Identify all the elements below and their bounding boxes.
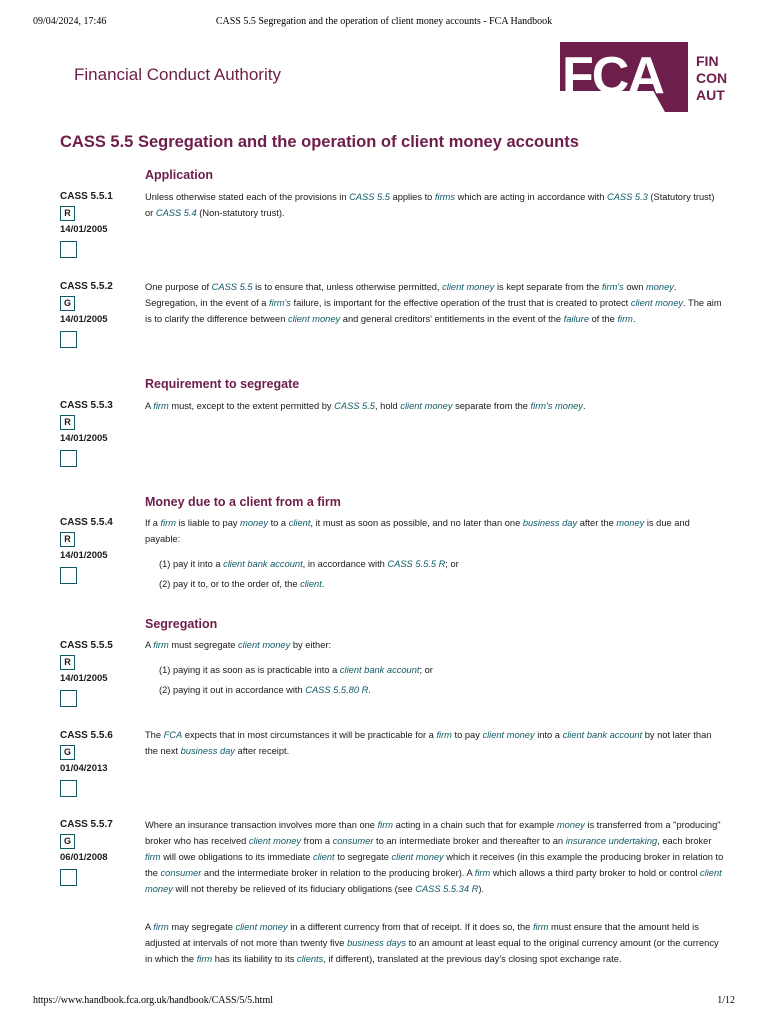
provision-list-item <box>159 662 725 678</box>
provision-date: 14/01/2005 <box>60 433 108 444</box>
provision-meta <box>60 517 140 584</box>
glossary-link[interactable]: client bank account <box>562 730 643 740</box>
glossary-link[interactable]: CASS 5.5.5 R <box>387 559 446 569</box>
glossary-link[interactable]: FCA <box>163 730 183 740</box>
paragraph-text: after the <box>577 518 617 528</box>
provision-select-checkbox[interactable] <box>60 567 77 584</box>
heading-application: Application <box>145 168 214 182</box>
provision-type-badge[interactable]: R <box>60 655 75 670</box>
glossary-link[interactable]: client money <box>391 852 444 862</box>
provision-ref[interactable]: CASS 5.5.7 <box>60 819 113 830</box>
paragraph-text: . <box>582 401 586 411</box>
glossary-link[interactable]: firm <box>145 852 161 862</box>
glossary-link[interactable]: client <box>312 852 335 862</box>
glossary-link[interactable]: money <box>240 518 269 528</box>
glossary-link[interactable]: business day <box>522 518 578 528</box>
glossary-link[interactable]: failure <box>563 314 589 324</box>
glossary-link[interactable]: firm <box>436 730 452 740</box>
paragraph-text: , it must as soon as possible, and no later than one <box>310 518 523 528</box>
glossary-link[interactable]: client money <box>630 298 684 308</box>
paragraph-text: . Segregation, in the event of a <box>145 282 677 308</box>
paragraph-text: into a <box>534 730 563 740</box>
paragraph-text: , in accordance with <box>302 559 388 569</box>
provision-select-checkbox[interactable] <box>60 780 77 797</box>
provision-meta <box>60 819 140 886</box>
provision-date: 14/01/2005 <box>60 550 108 561</box>
paragraph-text: to an intermediate broker and thereafter to an <box>373 836 566 846</box>
glossary-link[interactable]: CASS 5.5.80 R <box>305 685 369 695</box>
paragraph-text: One purpose of <box>145 282 212 292</box>
glossary-link[interactable]: firms <box>434 192 456 202</box>
provision-select-checkbox[interactable] <box>60 690 77 707</box>
glossary-link[interactable]: money <box>646 282 674 292</box>
glossary-link[interactable]: CASS 5.3 <box>607 192 648 202</box>
paragraph-text: A <box>145 922 154 932</box>
paragraph-text: will not thereby be relieved of its fiduciary obligations (see <box>172 884 416 894</box>
paragraph-text: If a <box>145 518 161 528</box>
paragraph-text: . <box>632 314 636 324</box>
provision-text <box>145 727 725 759</box>
paragraph-text: must ensure that the amount held is adjusted at intervals of not more than twenty five <box>145 922 699 948</box>
logo-side-line-3: AUT <box>696 87 725 103</box>
glossary-link[interactable]: client money <box>235 922 288 932</box>
glossary-link[interactable]: money <box>616 518 645 528</box>
paragraph-text: expects that in most circumstances it will be practicable for a <box>182 730 437 740</box>
paragraph-text: may segregate <box>168 922 236 932</box>
provision-meta <box>60 281 140 348</box>
glossary-link[interactable]: client money <box>482 730 535 740</box>
paragraph-text: Unless otherwise stated each of the provisions in <box>145 192 350 202</box>
paragraph-text: . The aim is to clarify the difference between <box>145 298 722 324</box>
paragraph-text: to segregate <box>334 852 392 862</box>
paragraph-text: applies to <box>389 192 435 202</box>
provision-meta <box>60 191 140 258</box>
print-page-title: CASS 5.5 Segregation and the operation of client money accounts - FCA Handbook <box>215 16 553 27</box>
paragraph-text: will owe obligations to its immediate <box>160 852 313 862</box>
provision-meta <box>60 400 140 467</box>
provision-ref[interactable]: CASS 5.5.1 <box>60 191 113 202</box>
paragraph-text: acting in a chain such that for example <box>393 820 557 830</box>
paragraph-text: which it receives (in this example the producing broker in relation to the <box>145 852 724 878</box>
brand-name[interactable]: Financial Conduct Authority <box>74 65 281 84</box>
provision-type-badge[interactable]: R <box>60 532 75 547</box>
paragraph-text: (Statutory trust) or <box>145 192 715 218</box>
provision-text <box>145 515 725 547</box>
provision-type-badge[interactable]: R <box>60 206 75 221</box>
paragraph-text: by either: <box>290 640 332 650</box>
provision-list-item <box>159 682 725 698</box>
paragraph-text: is kept separate from the <box>494 282 602 292</box>
glossary-link[interactable]: firm's <box>601 282 624 292</box>
glossary-link[interactable]: client money <box>442 282 495 292</box>
provision-meta <box>60 640 140 707</box>
provision-date: 06/01/2008 <box>60 852 108 863</box>
paragraph-text: after receipt. <box>234 746 290 756</box>
glossary-link[interactable]: client <box>300 579 322 589</box>
provision-text <box>145 637 725 653</box>
glossary-link[interactable]: firm <box>196 954 213 964</box>
glossary-link[interactable]: client money <box>238 640 291 650</box>
paragraph-text: , each broker <box>657 836 712 846</box>
provision-type-badge[interactable]: G <box>60 745 75 760</box>
glossary-link[interactable]: firm <box>377 820 394 830</box>
glossary-link[interactable]: client money <box>145 868 722 894</box>
glossary-link[interactable]: firm's money <box>530 401 583 411</box>
logo-side-text <box>696 53 727 104</box>
paragraph-text: and general creditors' entitlements in the event of the <box>340 314 564 324</box>
heading-segregation: Segregation <box>145 617 218 631</box>
provision-select-checkbox[interactable] <box>60 331 77 348</box>
glossary-link[interactable]: firm <box>617 314 633 324</box>
paragraph-text: (2) pay it to, or to the order of, the <box>159 579 301 589</box>
glossary-link[interactable]: consumer <box>160 868 202 878</box>
paragraph-text: from a <box>301 836 333 846</box>
glossary-link[interactable]: business days <box>347 938 406 948</box>
paragraph-text: A <box>145 401 154 411</box>
paragraph-text: (1) paying it as soon as is practicable into a <box>159 665 340 675</box>
paragraph-text: is transferred from a "producing" broker who has received <box>145 820 721 846</box>
glossary-link[interactable]: insurance undertaking <box>565 836 658 846</box>
provision-ref[interactable]: CASS 5.5.6 <box>60 730 113 741</box>
paragraph-text: must segregate <box>168 640 239 650</box>
glossary-link[interactable]: client money <box>400 401 453 411</box>
provision-text <box>145 279 725 327</box>
paragraph-text: , if different), translated at the previous day's closing spot exchange rate. <box>323 954 622 964</box>
glossary-link[interactable]: business day <box>180 746 235 756</box>
paragraph-text: A <box>145 640 154 650</box>
logo-side-line-1: FIN <box>696 53 719 69</box>
paragraph-text: has its liability to its <box>212 954 297 964</box>
paragraph-text: The <box>145 730 164 740</box>
paragraph-text: to an amount at least equal to the original currency amount (or the currency in which the <box>145 938 719 964</box>
provision-select-checkbox[interactable] <box>60 869 77 886</box>
paragraph-text: and the intermediate broker in relation to the producing broker). A <box>201 868 475 878</box>
provision-ref[interactable]: CASS 5.5.4 <box>60 517 113 528</box>
glossary-link[interactable]: firm <box>160 518 177 528</box>
print-url: https://www.handbook.fca.org.uk/handbook/CASS/5/5.html <box>33 995 273 1006</box>
paragraph-text: is liable to pay <box>176 518 241 528</box>
provision-text <box>145 817 725 897</box>
provision-date: 14/01/2005 <box>60 673 108 684</box>
glossary-link[interactable]: firm's <box>269 298 291 308</box>
paragraph-text: separate from the <box>452 401 531 411</box>
provision-text <box>145 189 725 221</box>
paragraph-text: (Non-statutory trust). <box>196 208 285 218</box>
glossary-link[interactable]: client <box>288 518 311 528</box>
fca-logo[interactable] <box>560 42 728 112</box>
page-title: CASS 5.5 Segregation and the operation of client money accounts <box>60 133 579 151</box>
provision-select-checkbox[interactable] <box>60 450 77 467</box>
paragraph-text: , hold <box>374 401 401 411</box>
paragraph-text: to a <box>268 518 289 528</box>
paragraph-text: . <box>321 579 325 589</box>
glossary-link[interactable]: client bank account <box>339 665 420 675</box>
provision-date: 14/01/2005 <box>60 314 108 325</box>
paragraph-text: failure, is important for the effective operation of the trust that is created to protect <box>290 298 631 308</box>
glossary-link[interactable]: CASS 5.4 <box>155 208 197 218</box>
provision-type-badge[interactable]: G <box>60 296 75 311</box>
provision-type-badge[interactable]: G <box>60 834 75 849</box>
glossary-link[interactable]: clients <box>296 954 324 964</box>
paragraph-text: in a different currency from that of receipt. If it does so, the <box>287 922 533 932</box>
glossary-link[interactable]: consumer <box>332 836 374 846</box>
paragraph-text: Where an insurance transaction involves more than one <box>145 820 378 830</box>
logo-letters: FCA <box>562 47 663 105</box>
glossary-link[interactable]: firm <box>474 868 491 878</box>
paragraph-text: ; or <box>445 559 459 569</box>
provision-ref[interactable]: CASS 5.5.3 <box>60 400 113 411</box>
paragraph-text: by not later than the next <box>145 730 712 756</box>
paragraph-text: ). <box>478 884 484 894</box>
paragraph-text: ; or <box>419 665 433 675</box>
glossary-link[interactable]: firm <box>532 922 549 932</box>
glossary-link[interactable]: client bank account <box>223 559 303 569</box>
glossary-link[interactable]: money <box>556 820 585 830</box>
glossary-link[interactable]: CASS 5.5.34 R <box>415 884 479 894</box>
glossary-link[interactable]: CASS 5.5 <box>349 192 390 202</box>
glossary-link[interactable]: firm <box>153 401 169 411</box>
heading-money-due: Money due to a client from a firm <box>145 495 341 509</box>
provision-date: 14/01/2005 <box>60 224 108 235</box>
provision-date: 01/04/2013 <box>60 763 108 774</box>
provision-list-item <box>159 576 725 592</box>
print-timestamp: 09/04/2024, 17:46 <box>33 16 107 27</box>
paragraph-text: which allows a third party broker to hold or control <box>490 868 701 878</box>
provision-text <box>145 919 725 967</box>
heading-requirement-to-segregate: Requirement to segregate <box>145 377 300 391</box>
provision-text <box>145 398 725 414</box>
paragraph-text: (2) paying it out in accordance with <box>159 685 306 695</box>
print-page-number: 1/12 <box>717 995 735 1006</box>
paragraph-text: is to ensure that, unless otherwise permitted, <box>252 282 443 292</box>
paragraph-text: must, except to the extent permitted by <box>168 401 335 411</box>
paragraph-text: which are acting in accordance with <box>455 192 607 202</box>
glossary-link[interactable]: CASS 5.5 <box>334 401 375 411</box>
glossary-link[interactable]: firm <box>153 640 169 650</box>
provision-ref[interactable]: CASS 5.5.2 <box>60 281 113 292</box>
paragraph-text: of the <box>589 314 618 324</box>
provision-list-item <box>159 556 725 572</box>
paragraph-text: is due and payable: <box>145 518 690 544</box>
glossary-link[interactable]: CASS 5.5 <box>211 282 253 292</box>
provision-meta <box>60 730 140 797</box>
paragraph-text: to pay <box>451 730 483 740</box>
glossary-link[interactable]: client money <box>287 314 341 324</box>
logo-side-line-2: CON <box>696 70 728 86</box>
glossary-link[interactable]: client money <box>248 836 302 846</box>
provision-ref[interactable]: CASS 5.5.5 <box>60 640 113 651</box>
provision-type-badge[interactable]: R <box>60 415 75 430</box>
paragraph-text: (1) pay it into a <box>159 559 224 569</box>
paragraph-text: own <box>623 282 646 292</box>
provision-select-checkbox[interactable] <box>60 241 77 258</box>
paragraph-text: . <box>368 685 371 695</box>
glossary-link[interactable]: firm <box>153 922 169 932</box>
